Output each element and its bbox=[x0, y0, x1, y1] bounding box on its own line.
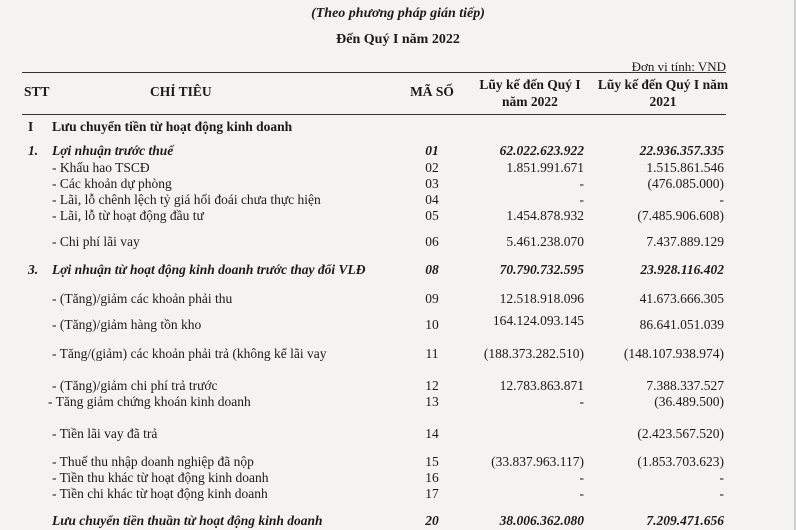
row-value-2021: - bbox=[719, 486, 724, 501]
row-value-2021: (36.489.500) bbox=[654, 394, 724, 409]
row-value-2021: 41.673.666.305 bbox=[639, 291, 724, 306]
row-value-2022: 5.461.238.070 bbox=[506, 234, 584, 249]
table-row bbox=[0, 425, 796, 443]
row-value-2021: 23.928.116.402 bbox=[640, 262, 724, 277]
col-header-2022 bbox=[470, 76, 590, 110]
row-label: - (Tăng)/giảm hàng tồn kho bbox=[52, 317, 202, 332]
table-row bbox=[0, 261, 796, 279]
col-header-2022-line2: năm 2022 bbox=[502, 94, 558, 109]
row-label: Lợi nhuận từ hoạt động kinh doanh trước thay đổi VLĐ bbox=[52, 262, 366, 277]
row-value-2022: 62.022.623.922 bbox=[499, 143, 584, 158]
row-value-2021: (7.485.906.608) bbox=[637, 208, 724, 223]
row-value-2021: 22.936.357.335 bbox=[639, 143, 724, 158]
table-row bbox=[0, 207, 796, 225]
row-value-2022: (188.373.282.510) bbox=[483, 346, 584, 361]
row-value-2022: - bbox=[579, 486, 584, 501]
row-code: 14 bbox=[425, 426, 439, 441]
row-label: - Thuế thu nhập doanh nghiệp đã nộp bbox=[52, 454, 254, 469]
table-row bbox=[0, 313, 796, 334]
table-row bbox=[0, 512, 796, 530]
table-row bbox=[0, 233, 796, 251]
row-value-2022: 164.124.093.145 bbox=[492, 313, 584, 328]
header-bottom-rule bbox=[22, 114, 726, 115]
row-label: - (Tăng)/giảm các khoản phải thu bbox=[52, 291, 233, 306]
row-code: 03 bbox=[425, 176, 439, 191]
row-label: - Tiền lãi vay đã trả bbox=[52, 426, 158, 441]
method-subtitle: (Theo phương pháp gián tiếp) bbox=[311, 6, 485, 21]
row-value-2021: (2.423.567.520) bbox=[637, 426, 724, 441]
row-label: - Các khoản dự phòng bbox=[52, 176, 172, 191]
row-value-2022: - bbox=[579, 176, 584, 191]
row-label: - Lãi, lỗ từ hoạt động đầu tư bbox=[52, 208, 204, 223]
row-code: 02 bbox=[425, 160, 439, 175]
row-label: - Chi phí lãi vay bbox=[52, 234, 140, 249]
col-header-2021-line2: 2021 bbox=[649, 94, 677, 109]
row-value-2022: 1.851.991.671 bbox=[506, 160, 584, 175]
table-row bbox=[0, 142, 796, 160]
row-code: 17 bbox=[425, 486, 439, 501]
col-header-2022-line1: Lũy kế đến Quý I bbox=[479, 77, 581, 92]
row-code: 20 bbox=[425, 513, 439, 528]
row-label: - Tiền thu khác từ hoạt động kinh doanh bbox=[52, 470, 269, 485]
col-header-indicator: CHỈ TIÊU bbox=[150, 84, 212, 99]
row-label: - Lãi, lỗ chênh lệch tỷ giá hối đoái chưa thực hiện bbox=[52, 192, 321, 207]
row-code: 15 bbox=[425, 454, 439, 469]
row-value-2022: 1.454.878.932 bbox=[506, 208, 584, 223]
row-label: Lợi nhuận trước thuế bbox=[52, 143, 174, 158]
table-row bbox=[0, 118, 796, 136]
row-value-2021: 7.388.337.527 bbox=[646, 378, 724, 393]
row-value-2022: (33.837.963.117) bbox=[491, 454, 584, 469]
row-value-2021: (476.085.000) bbox=[647, 176, 724, 191]
row-code: 16 bbox=[425, 470, 439, 485]
period-title: Đến Quý I năm 2022 bbox=[336, 32, 460, 47]
table-top-rule bbox=[22, 72, 726, 73]
row-label: - Tiền chi khác từ hoạt động kinh doanh bbox=[52, 486, 268, 501]
col-header-2021-line1: Lũy kế đến Quý I năm bbox=[597, 77, 729, 92]
row-stt: I bbox=[28, 119, 34, 134]
col-header-code: MÃ SỐ bbox=[410, 84, 454, 99]
row-code: 11 bbox=[425, 346, 439, 361]
row-label: - Tăng/(giảm) các khoản phải trả (không kể lãi vay bbox=[52, 346, 327, 361]
row-value-2021: - bbox=[719, 192, 724, 207]
row-stt: 3. bbox=[28, 262, 39, 277]
table-row bbox=[0, 393, 796, 411]
currency-unit: Đơn vị tính: VND bbox=[631, 59, 726, 74]
table-row bbox=[0, 290, 796, 308]
row-value-2021: (148.107.938.974) bbox=[623, 346, 724, 361]
row-value-2022: 12.783.863.871 bbox=[499, 378, 584, 393]
row-value-2022: 38.006.362.080 bbox=[499, 513, 584, 528]
row-label: Lưu chuyển tiền thuần từ hoạt động kinh doanh bbox=[52, 513, 323, 528]
table-row bbox=[0, 485, 796, 503]
row-stt: 1. bbox=[28, 143, 39, 158]
row-code: 06 bbox=[425, 234, 439, 249]
row-value-2021: - bbox=[719, 470, 724, 485]
row-value-2022: - bbox=[579, 470, 584, 485]
row-code: 10 bbox=[425, 317, 439, 332]
col-header-stt: STT bbox=[24, 84, 50, 99]
row-value-2022: - bbox=[579, 394, 584, 409]
row-code: 08 bbox=[425, 262, 439, 277]
row-code: 09 bbox=[425, 291, 439, 306]
table-row bbox=[0, 345, 796, 363]
row-value-2021: 7.437.889.129 bbox=[646, 234, 724, 249]
row-label: - Khấu hao TSCĐ bbox=[52, 160, 150, 175]
row-value-2022: 70.790.732.595 bbox=[499, 262, 584, 277]
row-label: Lưu chuyển tiền từ hoạt động kinh doanh bbox=[52, 119, 293, 134]
row-value-2022: - bbox=[579, 192, 584, 207]
row-code: 05 bbox=[425, 208, 439, 223]
row-value-2021: 7.209.471.656 bbox=[646, 513, 724, 528]
row-code: 04 bbox=[425, 192, 439, 207]
row-value-2021: 1.515.861.546 bbox=[646, 160, 724, 175]
row-value-2021: (1.853.703.623) bbox=[637, 454, 724, 469]
row-label: - (Tăng)/giảm chi phí trả trước bbox=[52, 378, 218, 393]
row-value-2022: 12.518.918.096 bbox=[499, 291, 584, 306]
row-value-2021: 86.641.051.039 bbox=[639, 317, 724, 332]
row-label: - Tăng giảm chứng khoán kinh doanh bbox=[48, 394, 251, 409]
row-code: 12 bbox=[425, 378, 439, 393]
col-header-2021 bbox=[593, 76, 733, 110]
row-code: 01 bbox=[425, 143, 439, 158]
row-code: 13 bbox=[425, 394, 439, 409]
